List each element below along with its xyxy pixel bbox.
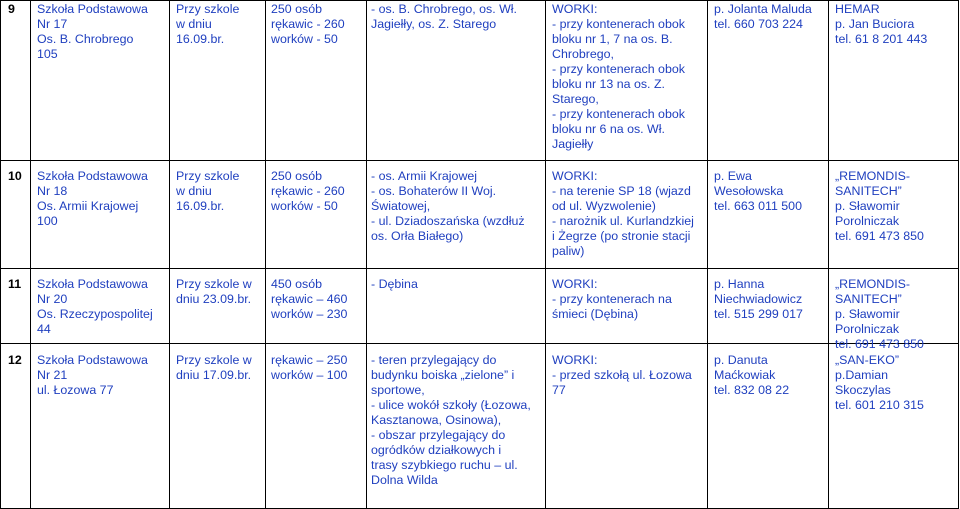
- bags-cell: WORKI: - na terenie SP 18 (wjazd od ul. Wyzwolenie) - narożnik ul. Kurlandzkiej i Żegrze (po stronie stacji paliw): [552, 169, 694, 258]
- collector-cell: „REMONDIS- SANITECH” p. Sławomir Porolniczak tel. 691 473 850: [835, 277, 924, 351]
- table-border-top: [0, 0, 959, 1]
- column-divider: [366, 0, 367, 509]
- coordinator-cell: p. Hanna Niechwiadowicz tel. 515 299 017: [714, 277, 803, 321]
- school-cell: Szkoła Podstawowa Nr 18 Os. Armii Krajowej 100: [37, 169, 148, 228]
- coordinator-cell: p. Ewa Wesołowska tel. 663 011 500: [714, 169, 802, 213]
- coordinator-cell: p. Danuta Maćkowiak tel. 832 08 22: [714, 353, 790, 397]
- row-divider: [0, 343, 959, 344]
- collector-cell: „REMONDIS- SANITECH” p. Sławomir Porolniczak tel. 691 473 850: [835, 169, 924, 243]
- school-cell: Szkoła Podstawowa Nr 21 ul. Łozowa 77: [37, 353, 148, 397]
- area-cell: - Dębina: [371, 277, 418, 291]
- date-cell: Przy szkole w dniu 17.09.br.: [176, 353, 252, 382]
- row-number: 10: [8, 169, 22, 183]
- participants-cell: rękawic – 250 worków – 100: [271, 353, 348, 382]
- row-number: 11: [8, 277, 22, 291]
- bags-cell: WORKI: - przed szkołą ul. Łozowa 77: [552, 353, 692, 397]
- row-number: 9: [8, 2, 15, 16]
- participants-cell: 450 osób rękawic – 460 worków – 230: [271, 277, 348, 321]
- bags-cell: WORKI: - przy kontenerach na śmieci (Dębina): [552, 277, 672, 321]
- area-cell: - os. Armii Krajowej - os. Bohaterów II Woj. Światowej, - ul. Dziadoszańska (wzdłuż os. Orła Białego): [371, 169, 525, 243]
- collector-cell: „SAN-EKO” p.Damian Skoczylas tel. 601 210 315: [835, 353, 924, 412]
- area-cell: - teren przylegający do budynku boiska „zielone” i sportowe, - ulice wokół szkoły (Łozowa, Kasztanowa, Osinowa), - obszar przylegający do ogródków działkowych i trasy szybkiego ruchu – ul. Dolna Wilda: [371, 353, 531, 487]
- row-number: 12: [8, 353, 22, 367]
- area-cell: - os. B. Chrobrego, os. Wł. Jagiełły, os. Z. Starego: [371, 2, 517, 31]
- date-cell: Przy szkole w dniu 16.09.br.: [176, 2, 240, 46]
- column-divider: [30, 0, 31, 509]
- column-divider: [265, 0, 266, 509]
- coordinator-cell: p. Jolanta Maluda tel. 660 703 224: [714, 2, 812, 31]
- school-cell: Szkoła Podstawowa Nr 17 Os. B. Chrobrego 105: [37, 2, 148, 61]
- row-divider: [0, 268, 959, 269]
- bags-cell: WORKI: - przy kontenerach obok bloku nr 1, 7 na os. B. Chrobrego, - przy kontenerach obok bloku nr 13 na os. Z. Starego, - przy kontenerach obok bloku nr 6 na os. Wł. Jagiełły: [552, 2, 685, 151]
- table-border-right: [958, 0, 959, 509]
- date-cell: Przy szkole w dniu 16.09.br.: [176, 169, 240, 213]
- school-cell: Szkoła Podstawowa Nr 20 Os. Rzeczypospolitej 44: [37, 277, 153, 336]
- column-divider: [0, 0, 1, 509]
- column-divider: [828, 0, 829, 509]
- participants-cell: 250 osób rękawic - 260 worków - 50: [271, 2, 345, 46]
- column-divider: [169, 0, 170, 509]
- participants-cell: 250 osób rękawic - 260 worków - 50: [271, 169, 345, 213]
- date-cell: Przy szkole w dniu 23.09.br.: [176, 277, 252, 306]
- row-divider: [0, 160, 959, 161]
- collector-cell: HEMAR p. Jan Buciora tel. 61 8 201 443: [835, 2, 928, 46]
